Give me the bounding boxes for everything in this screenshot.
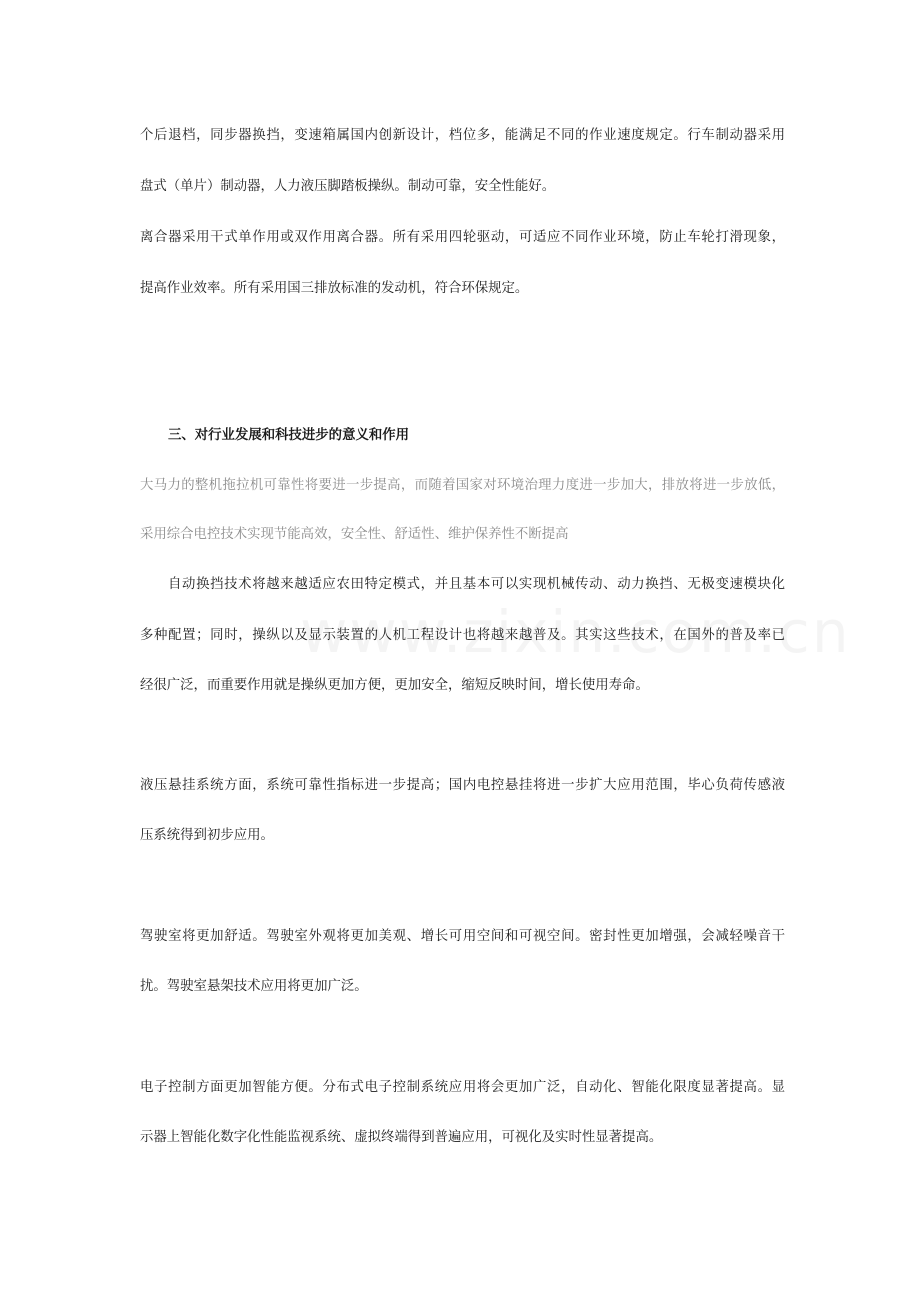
paragraph-line: 液压悬挂系统方面，系统可靠性指标进一步提高；国内电控悬挂将进一步扩大应用范围，毕心负荷传感液 (140, 778, 785, 793)
section-heading: 三、对行业发展和科技进步的意义和作用 (168, 427, 410, 443)
paragraph-line: 经很广泛，而重要作用就是操纵更加方便，更加安全，缩短反映时间，增长使用寿命。 (140, 678, 649, 693)
paragraph-line: 驾驶室将更加舒适。驾驶室外观将更加美观、增长可用空间和可视空间。密封性更加增强，会减轻噪音干 (140, 929, 785, 944)
paragraph-line: 多种配置；同时，操纵以及显示装置的人机工程设计也将越来越普及。其实这些技术，在国外的普及率已 (140, 628, 785, 643)
gray-paragraph-line: 采用综合电控技术实现节能高效，安全性、舒适性、维护保养性不断提高 (140, 527, 569, 542)
paragraph-line: 个后退档，同步器换挡，变速箱属国内创新设计，档位多，能满足不同的作业速度规定。行车制动器采用 (140, 128, 785, 143)
paragraph-line: 盘式（单片）制动器，人力液压脚踏板操纵。制动可靠，安全性能好。 (140, 179, 556, 194)
paragraph-line: 离合器采用干式单作用或双作用离合器。所有采用四轮驱动，可适应不同作业环境，防止车轮打滑现象， (140, 230, 785, 245)
paragraph-line: 压系统得到初步应用。 (140, 828, 274, 843)
paragraph-line: 自动换挡技术将越来越适应农田特定模式，并且基本可以实现机械传动、动力换挡、无极变速模块化 (168, 577, 785, 592)
paragraph-line: 示器上智能化数字化性能监视系统、虚拟终端得到普遍应用，可视化及实时性显著提高。 (140, 1130, 663, 1145)
gray-paragraph-line: 大马力的整机拖拉机可靠性将要进一步提高，而随着国家对环境治理力度进一步加大，排放将进一步放低， (140, 478, 785, 493)
paragraph-line: 提高作业效率。所有采用国三排放标准的发动机，符合环保规定。 (140, 281, 529, 296)
paragraph-line: 电子控制方面更加智能方便。分布式电子控制系统应用将会更加广泛，自动化、智能化限度显著提高。显 (140, 1080, 785, 1095)
paragraph-line: 扰。驾驶室悬架技术应用将更加广泛。 (140, 979, 368, 994)
